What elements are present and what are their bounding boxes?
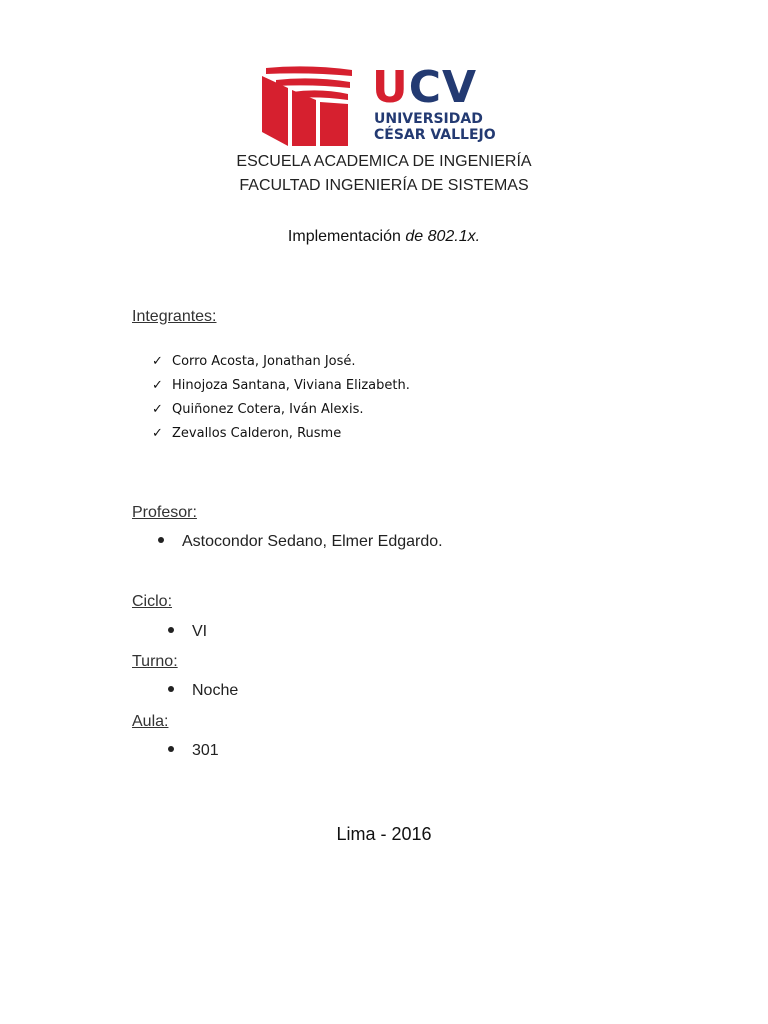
bullet-icon [158, 537, 164, 543]
profesor-item [158, 532, 443, 552]
check-icon: ✓ [152, 354, 163, 369]
profesor-name: Astocondor Sedano, Elmer Edgardo. [182, 533, 443, 550]
school-name: ESCUELA ACADEMICA DE INGENIERÍA [236, 153, 532, 170]
turno-label: Turno: [132, 653, 178, 670]
turno-item [168, 681, 238, 701]
member-name: Zevallos Calderon, Rusme [172, 426, 342, 441]
member-item [152, 354, 356, 370]
ucv-logo [262, 62, 502, 146]
check-icon: ✓ [152, 402, 163, 417]
member-item [152, 402, 364, 418]
ucv-emblem-icon [262, 66, 354, 146]
check-icon: ✓ [152, 378, 163, 393]
faculty-name: FACULTAD INGENIERÍA DE SISTEMAS [239, 177, 529, 194]
ciclo-label: Ciclo: [132, 593, 173, 610]
title-italic: de 802.1x. [405, 228, 481, 245]
member-name: Quiñonez Cotera, Iván Alexis. [172, 402, 364, 417]
footer-place-date: Lima - 2016 [336, 824, 432, 844]
logo-letter-u: U [372, 62, 409, 113]
logo-letter-cv: CV [408, 62, 478, 113]
bullet-icon [168, 627, 174, 633]
aula-label: Aula: [132, 713, 169, 730]
logo-acronym [372, 62, 478, 113]
logo-line-universidad: UNIVERSIDAD [374, 111, 483, 127]
member-name: Corro Acosta, Jonathan José. [172, 354, 356, 369]
integrantes-label: Integrantes: [132, 308, 217, 325]
profesor-label: Profesor: [132, 504, 197, 521]
member-item [152, 378, 410, 394]
bullet-icon [168, 746, 174, 752]
document-title [0, 228, 768, 246]
turno-value: Noche [192, 682, 239, 699]
bullet-icon [168, 686, 174, 692]
member-name: Hinojoza Santana, Viviana Elizabeth. [172, 378, 410, 393]
aula-item [168, 741, 219, 761]
check-icon: ✓ [152, 426, 163, 441]
ciclo-item [168, 622, 207, 642]
ciclo-value: VI [192, 623, 208, 640]
aula-value: 301 [192, 742, 219, 759]
title-normal: Implementación [287, 228, 401, 245]
member-item [152, 426, 341, 442]
logo-line-cesar-vallejo: CÉSAR VALLEJO [374, 127, 496, 143]
